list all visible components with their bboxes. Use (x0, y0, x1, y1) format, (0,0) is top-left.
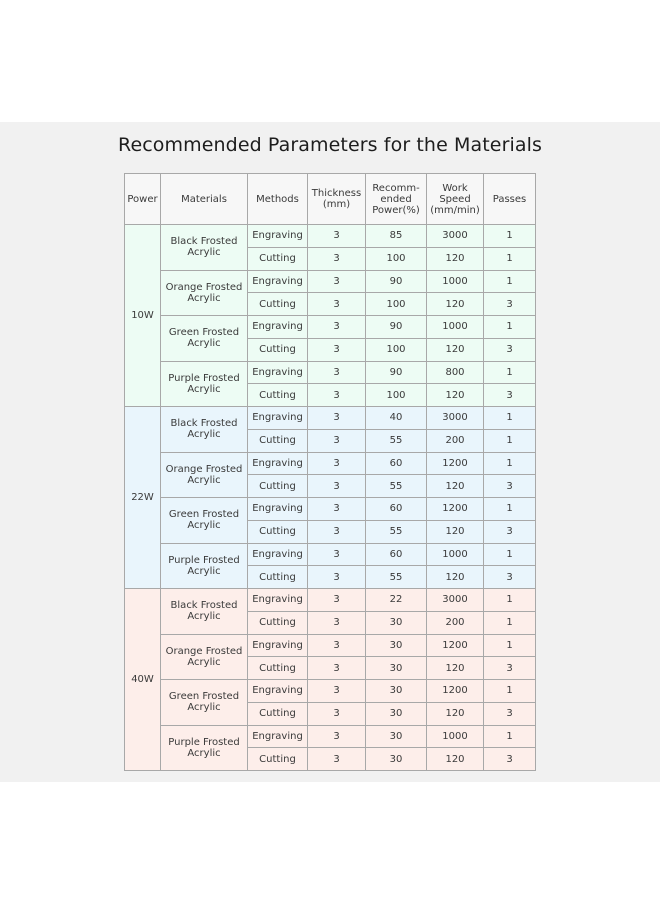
passes-cell: 1 (484, 407, 536, 430)
method-cell: Cutting (248, 338, 308, 361)
method-cell: Cutting (248, 247, 308, 270)
thickness-cell: 3 (308, 475, 366, 498)
method-cell: Cutting (248, 475, 308, 498)
speed-cell: 800 (427, 361, 484, 384)
material-cell: Purple Frosted Acrylic (161, 543, 248, 589)
table-row (125, 498, 536, 521)
passes-cell: 1 (484, 361, 536, 384)
table-row (125, 452, 536, 475)
method-cell: Engraving (248, 316, 308, 339)
speed-cell: 120 (427, 702, 484, 725)
method-cell: Cutting (248, 657, 308, 680)
thickness-cell: 3 (308, 384, 366, 407)
method-cell: Cutting (248, 429, 308, 452)
power-percent-cell: 100 (366, 247, 427, 270)
speed-cell: 120 (427, 657, 484, 680)
method-cell: Engraving (248, 452, 308, 475)
material-cell: Orange Frosted Acrylic (161, 634, 248, 680)
method-cell: Cutting (248, 611, 308, 634)
thickness-cell: 3 (308, 452, 366, 475)
power-percent-cell: 55 (366, 566, 427, 589)
passes-cell: 3 (484, 475, 536, 498)
method-cell: Cutting (248, 520, 308, 543)
thickness-cell: 3 (308, 270, 366, 293)
power-percent-cell: 85 (366, 225, 427, 248)
speed-cell: 3000 (427, 407, 484, 430)
material-cell: Purple Frosted Acrylic (161, 725, 248, 771)
method-cell: Cutting (248, 293, 308, 316)
power-percent-cell: 100 (366, 384, 427, 407)
method-cell: Engraving (248, 270, 308, 293)
method-cell: Engraving (248, 589, 308, 612)
parameters-table (124, 173, 536, 771)
power-percent-cell: 30 (366, 680, 427, 703)
power-cell: 22W (125, 407, 161, 589)
thickness-cell: 3 (308, 293, 366, 316)
thickness-cell: 3 (308, 338, 366, 361)
speed-cell: 3000 (427, 225, 484, 248)
passes-cell: 1 (484, 247, 536, 270)
material-cell: Green Frosted Acrylic (161, 680, 248, 726)
passes-cell: 3 (484, 520, 536, 543)
power-percent-cell: 90 (366, 316, 427, 339)
thickness-cell: 3 (308, 702, 366, 725)
power-cell: 10W (125, 225, 161, 407)
passes-cell: 3 (484, 384, 536, 407)
power-percent-cell: 60 (366, 543, 427, 566)
thickness-cell: 3 (308, 429, 366, 452)
method-cell: Engraving (248, 680, 308, 703)
material-cell: Green Frosted Acrylic (161, 498, 248, 544)
thickness-cell: 3 (308, 725, 366, 748)
power-percent-cell: 100 (366, 338, 427, 361)
power-percent-cell: 30 (366, 657, 427, 680)
passes-cell: 3 (484, 293, 536, 316)
header-recommended-power: Recomm-ended Power(%) (366, 174, 427, 225)
power-percent-cell: 100 (366, 293, 427, 316)
material-cell: Black Frosted Acrylic (161, 407, 248, 453)
power-percent-cell: 55 (366, 520, 427, 543)
speed-cell: 120 (427, 475, 484, 498)
table-row (125, 543, 536, 566)
speed-cell: 1200 (427, 680, 484, 703)
thickness-cell: 3 (308, 247, 366, 270)
header-thickness: Thickness (mm) (308, 174, 366, 225)
power-cell: 40W (125, 589, 161, 771)
power-percent-cell: 30 (366, 725, 427, 748)
thickness-cell: 3 (308, 225, 366, 248)
passes-cell: 1 (484, 725, 536, 748)
thickness-cell: 3 (308, 566, 366, 589)
thickness-cell: 3 (308, 498, 366, 521)
method-cell: Engraving (248, 407, 308, 430)
thickness-cell: 3 (308, 680, 366, 703)
table-row (125, 725, 536, 748)
power-percent-cell: 30 (366, 611, 427, 634)
passes-cell: 3 (484, 748, 536, 771)
method-cell: Cutting (248, 748, 308, 771)
power-percent-cell: 22 (366, 589, 427, 612)
thickness-cell: 3 (308, 634, 366, 657)
material-cell: Purple Frosted Acrylic (161, 361, 248, 407)
power-percent-cell: 55 (366, 429, 427, 452)
speed-cell: 120 (427, 338, 484, 361)
speed-cell: 200 (427, 611, 484, 634)
header-power: Power (125, 174, 161, 225)
thickness-cell: 3 (308, 361, 366, 384)
material-cell: Green Frosted Acrylic (161, 316, 248, 362)
passes-cell: 1 (484, 543, 536, 566)
method-cell: Engraving (248, 634, 308, 657)
speed-cell: 1200 (427, 634, 484, 657)
material-cell: Orange Frosted Acrylic (161, 270, 248, 316)
speed-cell: 120 (427, 748, 484, 771)
passes-cell: 3 (484, 657, 536, 680)
table-row (125, 316, 536, 339)
thickness-cell: 3 (308, 543, 366, 566)
table-row (125, 225, 536, 248)
power-percent-cell: 60 (366, 452, 427, 475)
passes-cell: 1 (484, 611, 536, 634)
passes-cell: 3 (484, 566, 536, 589)
speed-cell: 120 (427, 247, 484, 270)
method-cell: Engraving (248, 498, 308, 521)
header-methods: Methods (248, 174, 308, 225)
header-passes: Passes (484, 174, 536, 225)
speed-cell: 1000 (427, 270, 484, 293)
speed-cell: 120 (427, 520, 484, 543)
method-cell: Cutting (248, 702, 308, 725)
speed-cell: 120 (427, 566, 484, 589)
material-cell: Orange Frosted Acrylic (161, 452, 248, 498)
table-row (125, 270, 536, 293)
table-row (125, 634, 536, 657)
speed-cell: 200 (427, 429, 484, 452)
thickness-cell: 3 (308, 611, 366, 634)
thickness-cell: 3 (308, 748, 366, 771)
passes-cell: 1 (484, 498, 536, 521)
header-materials: Materials (161, 174, 248, 225)
speed-cell: 120 (427, 293, 484, 316)
thickness-cell: 3 (308, 407, 366, 430)
thickness-cell: 3 (308, 589, 366, 612)
speed-cell: 1000 (427, 725, 484, 748)
method-cell: Engraving (248, 361, 308, 384)
passes-cell: 3 (484, 702, 536, 725)
passes-cell: 1 (484, 452, 536, 475)
thickness-cell: 3 (308, 316, 366, 339)
passes-cell: 1 (484, 316, 536, 339)
power-percent-cell: 30 (366, 748, 427, 771)
table-row (125, 407, 536, 430)
power-percent-cell: 60 (366, 498, 427, 521)
passes-cell: 1 (484, 429, 536, 452)
speed-cell: 1200 (427, 498, 484, 521)
table-body (125, 225, 536, 771)
speed-cell: 1000 (427, 543, 484, 566)
header-work-speed: Work Speed (mm/min) (427, 174, 484, 225)
material-cell: Black Frosted Acrylic (161, 589, 248, 635)
thickness-cell: 3 (308, 657, 366, 680)
passes-cell: 1 (484, 225, 536, 248)
passes-cell: 1 (484, 680, 536, 703)
power-percent-cell: 90 (366, 270, 427, 293)
passes-cell: 1 (484, 634, 536, 657)
method-cell: Engraving (248, 725, 308, 748)
power-percent-cell: 40 (366, 407, 427, 430)
table-row (125, 361, 536, 384)
method-cell: Cutting (248, 566, 308, 589)
power-percent-cell: 30 (366, 634, 427, 657)
passes-cell: 3 (484, 338, 536, 361)
material-cell: Black Frosted Acrylic (161, 225, 248, 271)
table-row (125, 680, 536, 703)
speed-cell: 1000 (427, 316, 484, 339)
page-title: Recommended Parameters for the Materials (118, 134, 542, 156)
speed-cell: 1200 (427, 452, 484, 475)
table-row (125, 589, 536, 612)
power-percent-cell: 55 (366, 475, 427, 498)
speed-cell: 3000 (427, 589, 484, 612)
method-cell: Cutting (248, 384, 308, 407)
method-cell: Engraving (248, 543, 308, 566)
thickness-cell: 3 (308, 520, 366, 543)
header-row (125, 174, 536, 225)
passes-cell: 1 (484, 589, 536, 612)
power-percent-cell: 90 (366, 361, 427, 384)
power-percent-cell: 30 (366, 702, 427, 725)
speed-cell: 120 (427, 384, 484, 407)
method-cell: Engraving (248, 225, 308, 248)
passes-cell: 1 (484, 270, 536, 293)
